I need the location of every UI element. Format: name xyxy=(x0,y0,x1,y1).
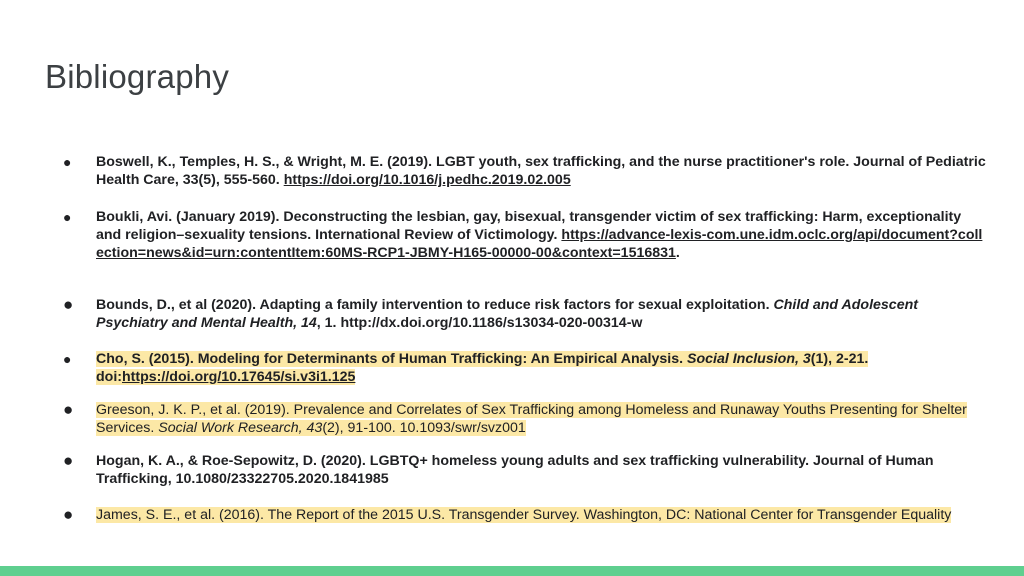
list-item xyxy=(63,350,986,386)
list-item xyxy=(63,400,986,437)
bullet-icon: ● xyxy=(63,295,74,314)
bullet-icon: ● xyxy=(63,154,72,170)
reference-link[interactable]: https://advance-lexis-com.une.idm.oclc.org/api/document?collection=news&id=urn:contentItem:60MS-RCP1-JBMY-H165-00000-00&context=1516831 xyxy=(96,227,983,261)
reference-journal: Social Inclusion, 3 xyxy=(686,351,811,367)
reference-journal: Child and Adolescent Psychiatry and Mental Health, 14 xyxy=(96,297,918,331)
reference-text: James, S. E., et al. (2016). The Report of the 2015 U.S. Transgender Survey. Washington, DC: National Center for Transgender Equality xyxy=(96,507,952,523)
reference-text-end: . xyxy=(675,245,680,261)
reference-text: Cho, S. (2015). Modeling for Determinants of Human Trafficking: An Empirical Analysis. xyxy=(96,351,687,367)
footer-bar xyxy=(0,566,1024,576)
reference-text: Hogan, K. A., & Roe-Sepowitz, D. (2020). LGBTQ+ homeless young adults and sex trafficking vulnerability. Journal of Human Trafficking, 10.1080/23322705.2020.1841985 xyxy=(96,453,934,487)
reference-text: Bounds, D., et al (2020). Adapting a family intervention to reduce risk factors for sexual exploitation. xyxy=(96,297,774,313)
reference-text-end: , 1. http://dx.doi.org/10.1186/s13034-020-00314-w xyxy=(316,315,643,331)
reference-text: Boukli, Avi. (January 2019). Deconstructing the lesbian, gay, bisexual, transgender victim of sex trafficking: Harm, exceptionality and religion–sexuality tensions. International Review of Victimology. xyxy=(96,209,962,243)
bullet-icon: ● xyxy=(63,505,74,524)
list-item xyxy=(63,295,986,332)
bullet-icon: ● xyxy=(63,451,74,470)
reference-journal: Social Work Research, 43 xyxy=(158,420,323,436)
list-item xyxy=(63,451,986,488)
reference-link[interactable]: https://doi.org/10.17645/si.v3i1.125 xyxy=(122,369,356,385)
list-item xyxy=(63,153,986,189)
reference-text: Boswell, K., Temples, H. S., & Wright, M. E. (2019). LGBT youth, sex trafficking, and the nurse practitioner's role. Journal of Pediatric Health Care, 33(5), 555-560. xyxy=(96,154,986,188)
list-item xyxy=(63,505,986,524)
bullet-icon: ● xyxy=(63,351,72,367)
slide-title: Bibliography xyxy=(45,58,230,95)
reference-text-end: (2), 91-100. 10.1093/swr/svz001 xyxy=(322,420,526,436)
list-item xyxy=(63,208,986,262)
reference-text-end: (1), 2-21. doi: xyxy=(96,351,869,385)
reference-text: Greeson, J. K. P., et al. (2019). Prevalence and Correlates of Sex Trafficking among Homeless and Runaway Youths Presenting for Shelter Services. xyxy=(96,402,967,436)
bullet-icon: ● xyxy=(63,209,72,225)
bullet-icon: ● xyxy=(63,400,74,419)
reference-link[interactable]: https://doi.org/10.1016/j.pedhc.2019.02.005 xyxy=(283,172,571,188)
